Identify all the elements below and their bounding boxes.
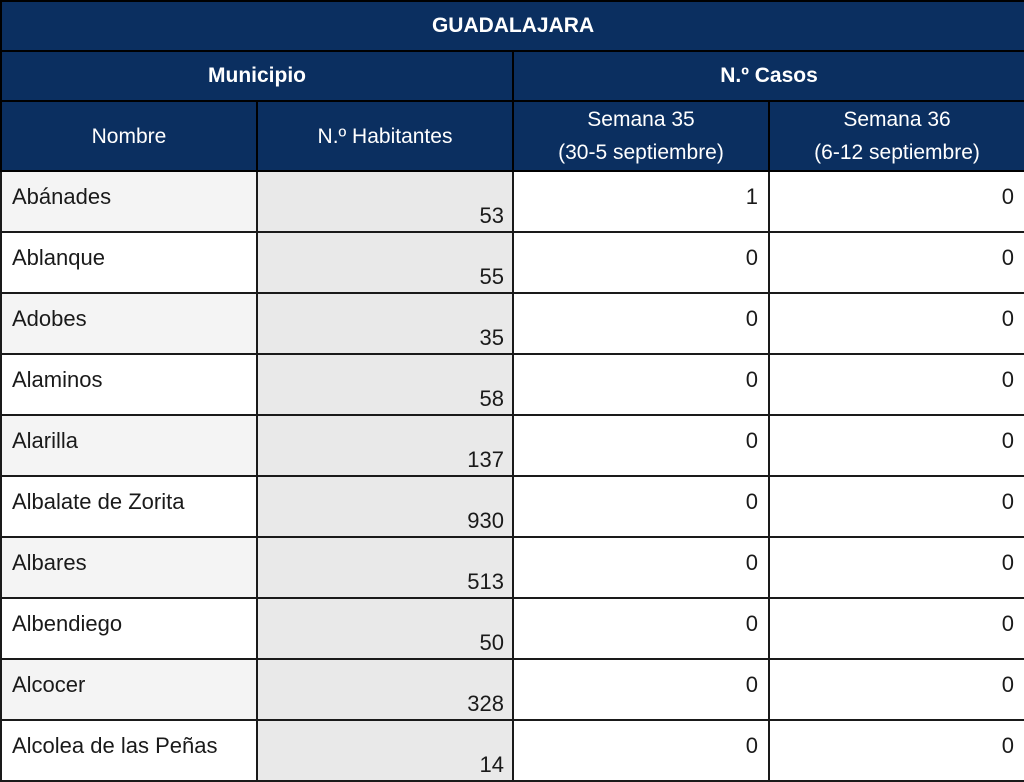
column-header-habitantes: N.º Habitantes xyxy=(257,101,513,171)
table-row xyxy=(1,232,1024,293)
cell-semana36: 0 xyxy=(769,415,1024,476)
column-header-semana36 xyxy=(769,101,1024,171)
semana35-label: Semana 35 xyxy=(587,108,695,131)
cell-habitantes: 58 xyxy=(257,354,513,415)
column-header-semana35 xyxy=(513,101,769,171)
table-header xyxy=(1,1,1024,171)
title-row xyxy=(1,1,1024,51)
cell-nombre: Albendiego xyxy=(1,598,257,659)
cell-habitantes: 50 xyxy=(257,598,513,659)
group-municipio: Municipio xyxy=(1,51,513,101)
cell-habitantes: 35 xyxy=(257,293,513,354)
cell-semana35: 0 xyxy=(513,354,769,415)
cell-semana35: 0 xyxy=(513,232,769,293)
cell-semana36: 0 xyxy=(769,171,1024,232)
cell-semana35: 0 xyxy=(513,598,769,659)
cell-nombre: Abánades xyxy=(1,171,257,232)
cell-nombre: Albares xyxy=(1,537,257,598)
cell-nombre: Alaminos xyxy=(1,354,257,415)
cell-semana35: 0 xyxy=(513,476,769,537)
semana36-dates: (6-12 septiembre) xyxy=(814,141,980,164)
group-casos: N.º Casos xyxy=(513,51,1024,101)
cell-semana35: 0 xyxy=(513,720,769,781)
table-row xyxy=(1,659,1024,720)
cell-habitantes: 930 xyxy=(257,476,513,537)
cell-semana35: 0 xyxy=(513,415,769,476)
cell-nombre: Ablanque xyxy=(1,232,257,293)
cell-nombre: Alcolea de las Peñas xyxy=(1,720,257,781)
cell-semana36: 0 xyxy=(769,476,1024,537)
cell-habitantes: 137 xyxy=(257,415,513,476)
table-row xyxy=(1,537,1024,598)
table-row xyxy=(1,598,1024,659)
cell-nombre: Alarilla xyxy=(1,415,257,476)
cell-semana36: 0 xyxy=(769,659,1024,720)
table-row xyxy=(1,476,1024,537)
cell-nombre: Alcocer xyxy=(1,659,257,720)
table-row xyxy=(1,171,1024,232)
cell-habitantes: 53 xyxy=(257,171,513,232)
column-header-row xyxy=(1,101,1024,171)
cell-semana35: 0 xyxy=(513,659,769,720)
table-body xyxy=(1,171,1024,781)
semana36-label: Semana 36 xyxy=(843,108,951,131)
cell-habitantes: 328 xyxy=(257,659,513,720)
column-header-nombre: Nombre xyxy=(1,101,257,171)
cell-semana35: 1 xyxy=(513,171,769,232)
cell-habitantes: 513 xyxy=(257,537,513,598)
table-row xyxy=(1,293,1024,354)
cell-semana36: 0 xyxy=(769,354,1024,415)
table-title: GUADALAJARA xyxy=(1,1,1024,51)
table-row xyxy=(1,415,1024,476)
cell-habitantes: 55 xyxy=(257,232,513,293)
cell-semana35: 0 xyxy=(513,293,769,354)
table-row xyxy=(1,354,1024,415)
cell-semana36: 0 xyxy=(769,598,1024,659)
cell-semana36: 0 xyxy=(769,232,1024,293)
cell-semana35: 0 xyxy=(513,537,769,598)
cell-semana36: 0 xyxy=(769,293,1024,354)
cell-nombre: Adobes xyxy=(1,293,257,354)
cell-semana36: 0 xyxy=(769,720,1024,781)
group-header-row xyxy=(1,51,1024,101)
table-row xyxy=(1,720,1024,781)
semana35-dates: (30-5 septiembre) xyxy=(558,141,724,164)
cell-semana36: 0 xyxy=(769,537,1024,598)
cell-habitantes: 14 xyxy=(257,720,513,781)
cell-nombre: Albalate de Zorita xyxy=(1,476,257,537)
